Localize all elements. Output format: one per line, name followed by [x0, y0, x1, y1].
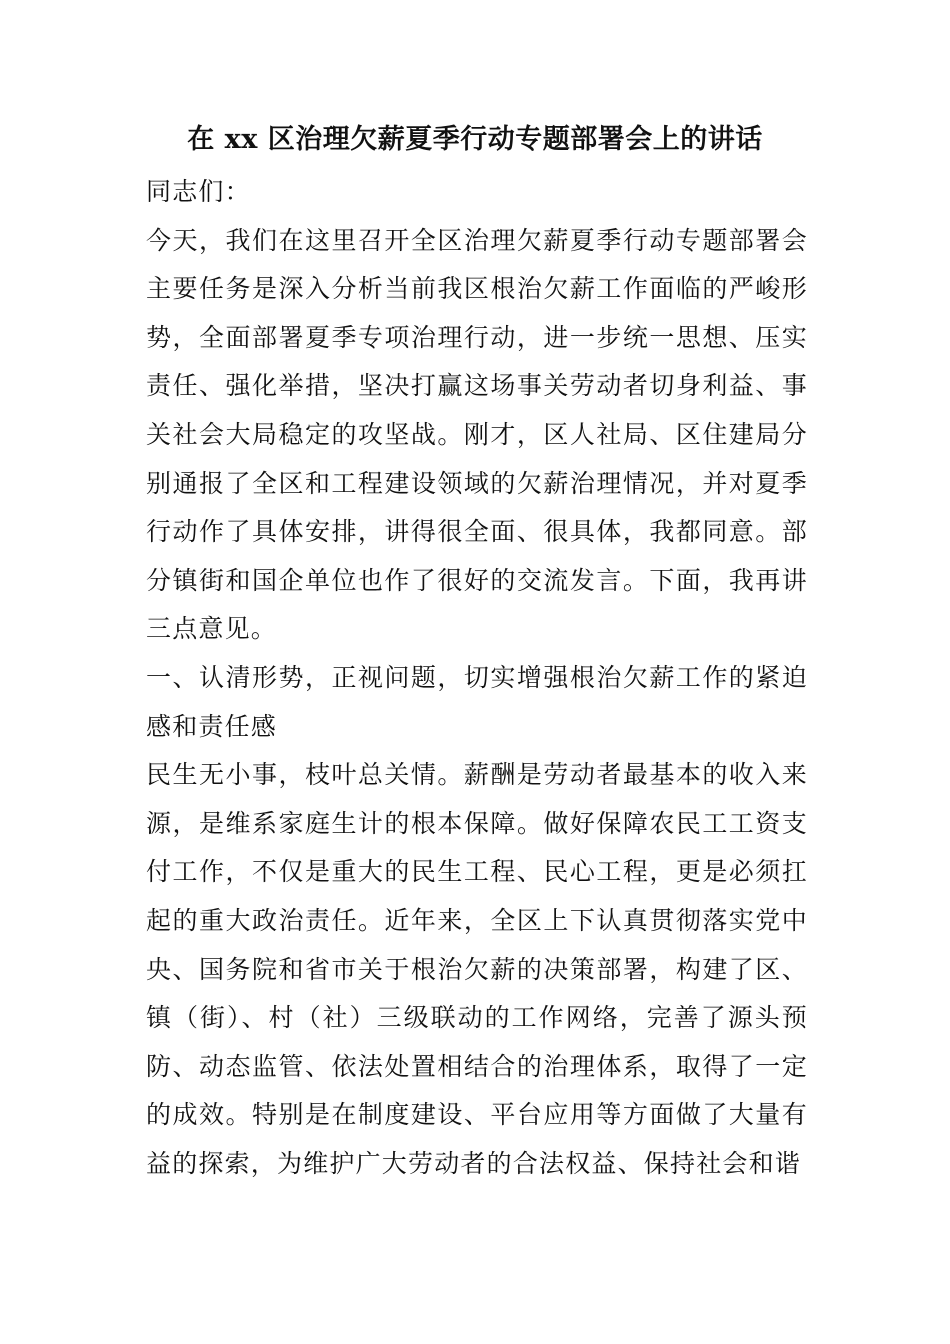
paragraph-intro: 今天，我们在这里召开全区治理欠薪夏季行动专题部署会主要任务是深入分析当前我区根治欠薪工作面临的严峻形势，全面部署夏季专项治理行动，进一步统一思想、压实责任、强化举措，坚决打赢这场事关劳动者切身利益、事关社会大局稳定的攻坚战。刚才，区人社局、区住建局分别通报了全区和工程建设领域的欠薪治理情况，并对夏季行动作了具体安排，讲得很全面、很具体，我都同意。部分镇街和国企单位也作了很好的交流发言。下面，我再讲三点意见。	[146, 225, 808, 644]
document-title: 在 xx 区治理欠薪夏季行动专题部署会上的讲话	[187, 124, 763, 155]
section-heading-1: 一、认清形势，正视问题，切实增强根治欠薪工作的紧迫感和责任感	[146, 662, 808, 741]
document-body	[146, 168, 808, 1188]
salutation: 同志们：	[146, 177, 251, 206]
paragraph-section-1: 民生无小事，枝叶总关情。薪酬是劳动者最基本的收入来源，是维系家庭生计的根本保障。做好保障农民工工资支付工作，不仅是重大的民生工程、民心工程，更是必须扛起的重大政治责任。近年来，全区上下认真贯彻落实党中央、国务院和省市关于根治欠薪的决策部署，构建了区、镇（街）、村（社）三级联动的工作网络，完善了源头预防、动态监管、依法处置相结合的治理体系，取得了一定的成效。特别是在制度建设、平台应用等方面做了大量有益的探索，为维护广大劳动者的合法权益、保持社会和谐	[146, 760, 808, 1178]
